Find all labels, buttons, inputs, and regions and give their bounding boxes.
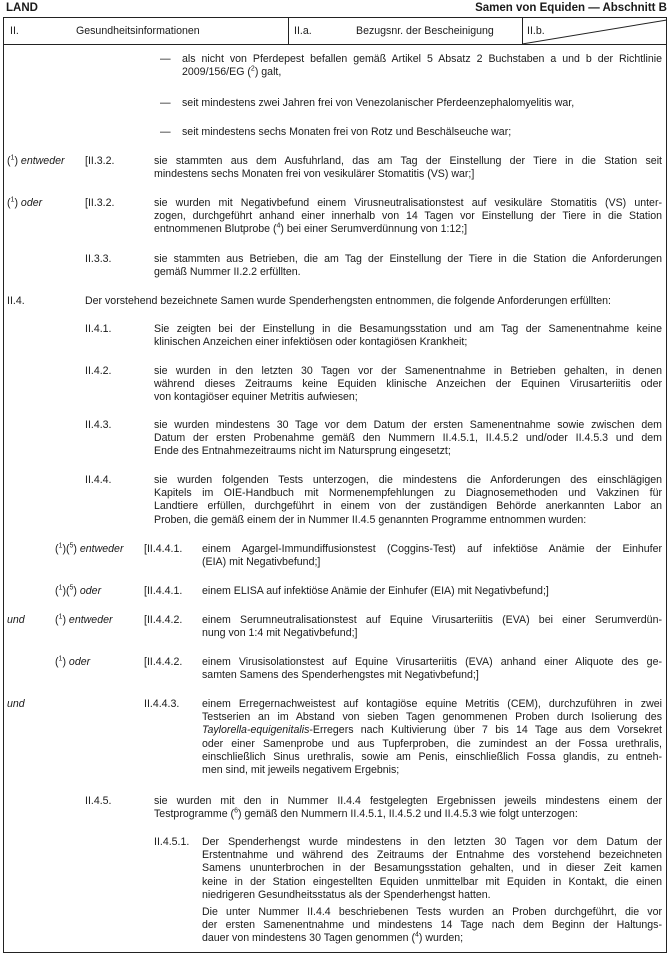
item-number: II.4.5. [85, 795, 112, 807]
condition-label: ($^1$) oder [7, 196, 43, 209]
item-number: II.4.2. [85, 365, 112, 377]
reference-number-label: II.a. [294, 25, 312, 37]
text-line: als nicht von Pferdepest befallen gemäß Artikel 5 Absatz 2 Buchstaben a und b der Richtlinie [182, 53, 662, 65]
condition-label: ($^1$) entweder [7, 154, 65, 167]
section-title: Gesundheitsinformationen [76, 25, 200, 37]
footnote-ref: 6 [234, 807, 238, 815]
item-number: [II.4.4.1. [144, 543, 183, 555]
item-number: II.4.3. [85, 419, 112, 431]
conjunction-label: und [7, 698, 25, 710]
dash-item [182, 53, 662, 79]
item-text: sie stammten aus dem Ausfuhrland, das am Tag der Einstellung der Tiere in die Station seit mindestens sechs Monaten frei von vesikulärer Stomatitis (VS) war;] [154, 155, 662, 181]
dash-item: seit mindestens sechs Monaten frei von Rotz und Beschälseuche war; [182, 126, 512, 138]
dash-marker: — [160, 97, 171, 109]
item-text: Der Spenderhengst wurde mindestens in den letzten 30 Tagen vor dem Datum der Erstentnahme und während des Zeitraums der Entnahme des vorstehend bezeichneten Samens ununterbrochen in der Besamungsstation gehalten, und in dieser Zeit kamen keine in der Station eingestellten Equiden unmittelbar mit Equiden in Kontakt, die einen niedrigeren Gesundheitsstatus als der Spenderhengst hatten. Die unter Nummer II.4.4 beschriebenen Tests wurden an Proben durchgeführt, die vor der ersten Samenentnahme und mindestens 14 Tage nach dem Beginn der Haltungs- dauer von mindestens 30 Tagen genommen ($^4$) wurden; [202, 836, 662, 945]
item-text: Sie zeigten bei der Einstellung in die Besamungsstation und am Tag der Samenentnahme keine klinischen Anzeichen einer infektiösen oder kontagiösen Krankheit; [154, 323, 662, 349]
footnote-ref: 5 [69, 542, 74, 550]
text-line: 2009/156/EG ($^2$) galt, [182, 65, 282, 79]
item-text: einem Erregernachweistest auf kontagiöse equine Metritis (CEM), durchzuführen in zwei Testserien an im Abstand von sieben Tagen genommenen Proben durch Isolierung des Taylorella-equigenitalis-Erregers nach Kultivierung über 7 bis 14 Tage aus dem Vorsekret oder einer Samenprobe und aus Tupferproben, die zumindest an der Fossa urethralis, einschließlich Sinus urethralis, sowie am Penis, einschließlich Fossa glandis, zu entneh- men sind, mit jeweils negativem Ergebnis; [202, 698, 662, 777]
reference-b-label: II.b. [527, 25, 545, 37]
conjunction-label: und [7, 614, 25, 626]
condition-label: ($^1$) entweder [55, 613, 113, 626]
dash-marker: — [160, 53, 171, 65]
item-number: II.4.4.3. [144, 698, 180, 710]
footnote-ref: 4 [276, 222, 281, 230]
section-number: II. [10, 25, 19, 37]
footnote-ref: 1 [58, 542, 63, 550]
document-section-title: Samen von Equiden — Abschnitt B [475, 2, 667, 14]
item-text: einem Virusisolationstest auf Equine Virusarteriitis (EVA) anhand einer Aliquote des ge- samten Samens des Spenderhengstes mit Negativbefund;] [202, 656, 662, 682]
item-number: [II.4.4.2. [144, 614, 183, 626]
condition-label: ($^1$)($^5$) entweder [55, 542, 124, 555]
footnote-ref: 1 [10, 196, 15, 204]
footnote-ref: 2 [250, 65, 255, 73]
item-text: sie wurden mindestens 30 Tage vor dem Datum der ersten Samenentnahme sowie zwischen dem Datum der ersten Probenahme gemäß den Nummern II.4.5.1, II.4.5.2 und/oder II.4.5.3 und dem Ende des Entnahmezeitraums nicht im Natursprung eingesetzt; [154, 419, 662, 458]
item-text: einem ELISA auf infektiöse Anämie der Einhufer (EIA) mit Negativbefund;] [202, 585, 549, 597]
item-text: einem Serumneutralisationstest auf Equine Virusarteriitis (EVA) bei einer Serumverdün- nung von 1:4 mit Negativbefund;] [202, 614, 662, 640]
item-text: sie wurden folgenden Tests unterzogen, die mindestens die Anforderungen des einschlägigen Kapitels im OIE-Handbuch mit Normenempfehlungen zu Diagnosemethoden und Vakzinen für Landtiere erfüllen, durchgeführt in einem von der zuständigen Behörde anerkannten Labor an Proben, die gemäß einem der in Nummer II.4.5 genannten Programme entnommen wurden: [154, 474, 662, 526]
item-text: einem Agargel-Immundiffusionstest (Coggins-Test) auf infektiöse Anämie der Einhufer (EIA) mit Negativbefund;] [202, 543, 662, 569]
item-text: sie wurden mit Negativbefund einem Virusneutralisationstest auf vesikuläre Stomatitis (VS) unter- zogen, durchgeführt anhand einer innerhalb von 14 Tagen vor Einstellung der Tiere in die Station entnommenen Blutprobe ($^4$) bei einer Serumverdünnung von 1:12;] [154, 197, 662, 236]
country-label: LAND [6, 2, 38, 14]
item-number: [II.4.4.1. [144, 585, 183, 597]
item-number: II.4. [7, 295, 25, 307]
item-number: [II.3.2. [85, 155, 115, 167]
item-text: Der vorstehend bezeichnete Samen wurde Spenderhengsten entnommen, die folgende Anforderungen erfüllten: [85, 295, 611, 307]
item-number: II.4.5.1. [154, 836, 190, 848]
footnote-ref: 4 [415, 931, 419, 939]
item-number: II.3.3. [85, 253, 112, 265]
footnote-ref: 1 [58, 584, 63, 592]
item-number: II.4.4. [85, 474, 112, 486]
footnote-ref: 1 [58, 655, 63, 663]
reference-title: Bezugsnr. der Bescheinigung [356, 25, 494, 37]
condition-label: ($^1$) oder [55, 655, 91, 668]
item-text: sie wurden mit den in Nummer II.4.4 festgelegten Ergebnissen jeweils mindestens einem der Testprogramme ($^6$) gemäß den Nummern II.4.5.1, II.4.5.2 und II.4.5.3 wie folgt unterzogen: [154, 795, 662, 821]
item-number: [II.4.4.2. [144, 656, 183, 668]
footnote-ref: 5 [69, 584, 74, 592]
item-text: sie stammten aus Betrieben, die am Tag der Einstellung der Tiere in die Station die Anforderungen gemäß Nummer II.2.2 erfüllten. [154, 253, 662, 279]
condition-label: ($^1$)($^5$) oder [55, 584, 102, 597]
item-number: II.4.1. [85, 323, 112, 335]
dash-item: seit mindestens zwei Jahren frei von Venezolanischer Pferdeenzephalomyelitis war, [182, 97, 575, 109]
dash-marker: — [160, 126, 171, 138]
item-number: [II.3.2. [85, 197, 115, 209]
footnote-ref: 1 [10, 154, 15, 162]
footnote-ref: 1 [58, 613, 63, 621]
item-text: sie wurden in den letzten 30 Tagen vor der Samenentnahme in Betrieben gehalten, in denen während dieses Zeitraums keine Equiden klinische Anzeichen der Equinen Virusarteriitis oder von kontagiöser equiner Metritis aufwiesen; [154, 365, 662, 404]
